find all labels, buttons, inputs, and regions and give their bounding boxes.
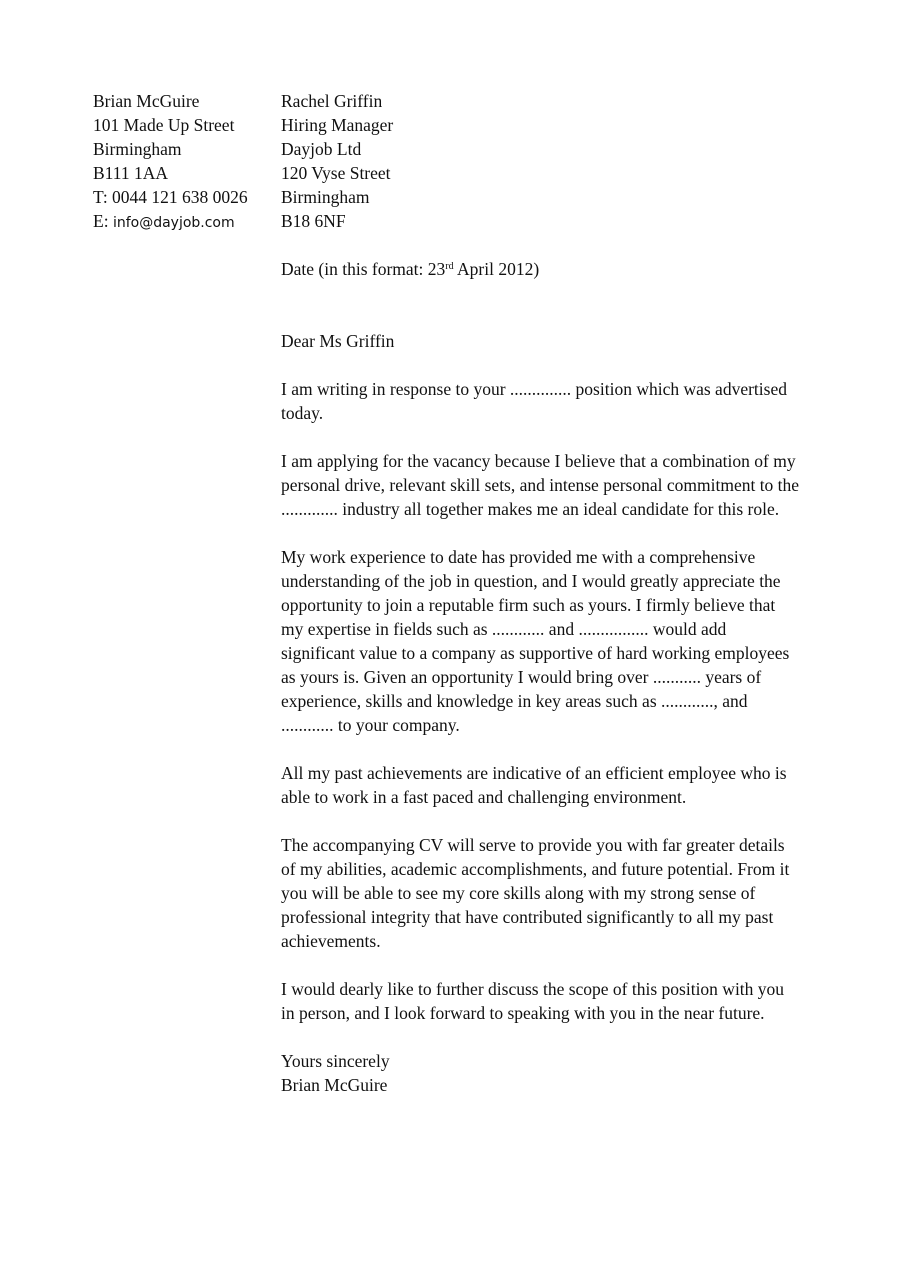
- sender-email-line: [93, 209, 273, 235]
- date-prefix: Date (in this format: 23: [281, 259, 446, 279]
- signature-name: Brian McGuire: [281, 1075, 388, 1095]
- sender-email: info@dayjob.com: [112, 215, 235, 231]
- recipient-postcode: B18 6NF: [281, 211, 346, 231]
- body-paragraph: I would dearly like to further discuss the scope of this position with you in person, and I look forward to speaking with you in the near future.: [281, 979, 785, 1023]
- body-paragraph: I am writing in response to your .............. position which was advertised today.: [281, 379, 787, 423]
- recipient-city: Birmingham: [281, 187, 370, 207]
- body-paragraph: The accompanying CV will serve to provide you with far greater details of my abilities, academic accomplishments, and future potential. From it you will be able to see my core skills along with my strong sense of professional integrity that have contributed significantly to all my past achievements.: [281, 835, 790, 951]
- recipient-street: 120 Vyse Street: [281, 163, 391, 183]
- sender-street: 101 Made Up Street: [93, 115, 235, 135]
- letter-body: [281, 329, 801, 1097]
- sender-name: Brian McGuire: [93, 91, 200, 111]
- letter-date: [281, 257, 539, 281]
- body-paragraph: I am applying for the vacancy because I believe that a combination of my personal drive, relevant skill sets, and intense personal commitment to the ............. industry all together makes me an ideal candidate for this role.: [281, 451, 800, 519]
- valediction: Yours sincerely: [281, 1051, 390, 1071]
- recipient-company: Dayjob Ltd: [281, 139, 362, 159]
- date-rest: April 2012): [453, 259, 540, 279]
- recipient-address-block: [281, 89, 581, 233]
- body-paragraph: My work experience to date has provided me with a comprehensive understanding of the job in question, and I would greatly appreciate the opportunity to join a reputable firm such as yours. I firmly believe that my expertise in fields such as ............ and ................ would add significant value to a company as supportive of hard working employees as yours is. Given an opportunity I would bring over ........... years of experience, skills and knowledge in key areas such as ............, and ............ to your company.: [281, 547, 790, 735]
- sender-address-block: [93, 89, 273, 235]
- date-ordinal-suffix: rd: [445, 261, 454, 272]
- sender-email-label: E:: [93, 211, 113, 231]
- body-paragraph: All my past achievements are indicative of an efficient employee who is able to work in a fast paced and challenging environment.: [281, 763, 787, 807]
- recipient-title: Hiring Manager: [281, 115, 394, 135]
- sender-phone: T: 0044 121 638 0026: [93, 187, 248, 207]
- salutation: Dear Ms Griffin: [281, 331, 395, 351]
- recipient-name: Rachel Griffin: [281, 91, 383, 111]
- sender-postcode: B111 1AA: [93, 163, 169, 183]
- sender-city: Birmingham: [93, 139, 182, 159]
